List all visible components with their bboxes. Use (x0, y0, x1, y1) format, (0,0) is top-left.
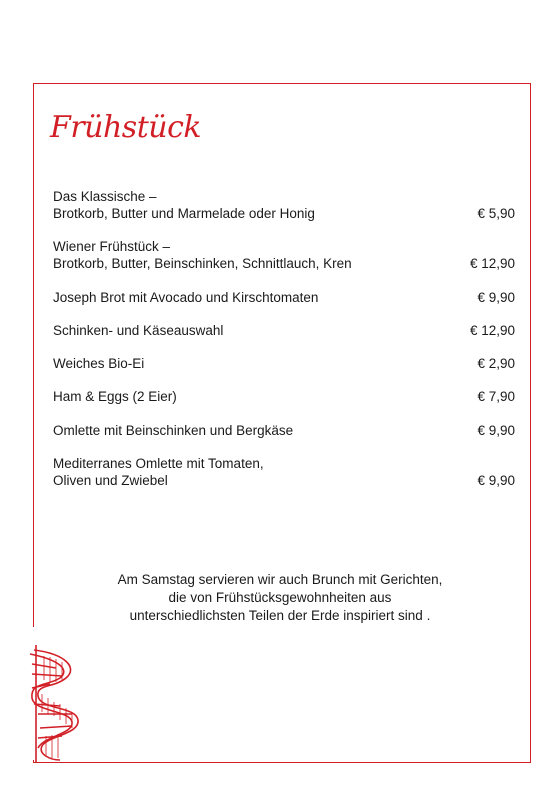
item-name-line1: Mediterranes Omlette mit Tomaten, (53, 456, 264, 471)
menu-item (53, 322, 515, 339)
note-line1: Am Samstag servieren wir auch Brunch mit Gerichten, (117, 572, 443, 587)
item-price: € 9,90 (477, 290, 515, 305)
item-name: Schinken- und Käseauswahl (53, 323, 224, 338)
item-price: € 12,90 (469, 323, 515, 338)
menu-title: Frühstück (50, 110, 202, 145)
menu-item (53, 355, 515, 372)
note-line3: unterschiedlichsten Teilen der Erde inspiriert sind . (129, 608, 431, 623)
menu-item (53, 455, 515, 489)
menu-item (53, 388, 515, 405)
spiral-staircase-icon (26, 640, 86, 765)
item-name-line2: Brotkorb, Butter, Beinschinken, Schnittlauch, Kren (53, 256, 352, 271)
note-line2: die von Frühstücksgewohnheiten aus (168, 590, 392, 605)
item-name-line1: Wiener Frühstück – (53, 239, 171, 254)
item-name-line2: Brotkorb, Butter und Marmelade oder Honig (53, 206, 315, 221)
item-name-line1: Das Klassische – (53, 189, 157, 204)
item-name: Ham & Eggs (2 Eier) (53, 389, 177, 404)
item-name: Omlette mit Beinschinken und Bergkäse (53, 423, 294, 438)
item-price: € 2,90 (477, 356, 515, 371)
item-price: € 5,90 (477, 206, 515, 221)
brunch-note (40, 571, 520, 625)
menu-item (53, 238, 515, 272)
item-price: € 7,90 (477, 389, 515, 404)
item-price: € 12,90 (469, 256, 515, 271)
item-price: € 9,90 (477, 473, 515, 488)
item-name: Joseph Brot mit Avocado und Kirschtomaten (53, 290, 319, 305)
item-price: € 9,90 (477, 423, 515, 438)
item-name: Weiches Bio-Ei (53, 356, 145, 371)
item-name-line2: Oliven und Zwiebel (53, 473, 168, 488)
menu-item (53, 188, 515, 222)
menu-item (53, 289, 515, 306)
menu-item (53, 422, 515, 439)
